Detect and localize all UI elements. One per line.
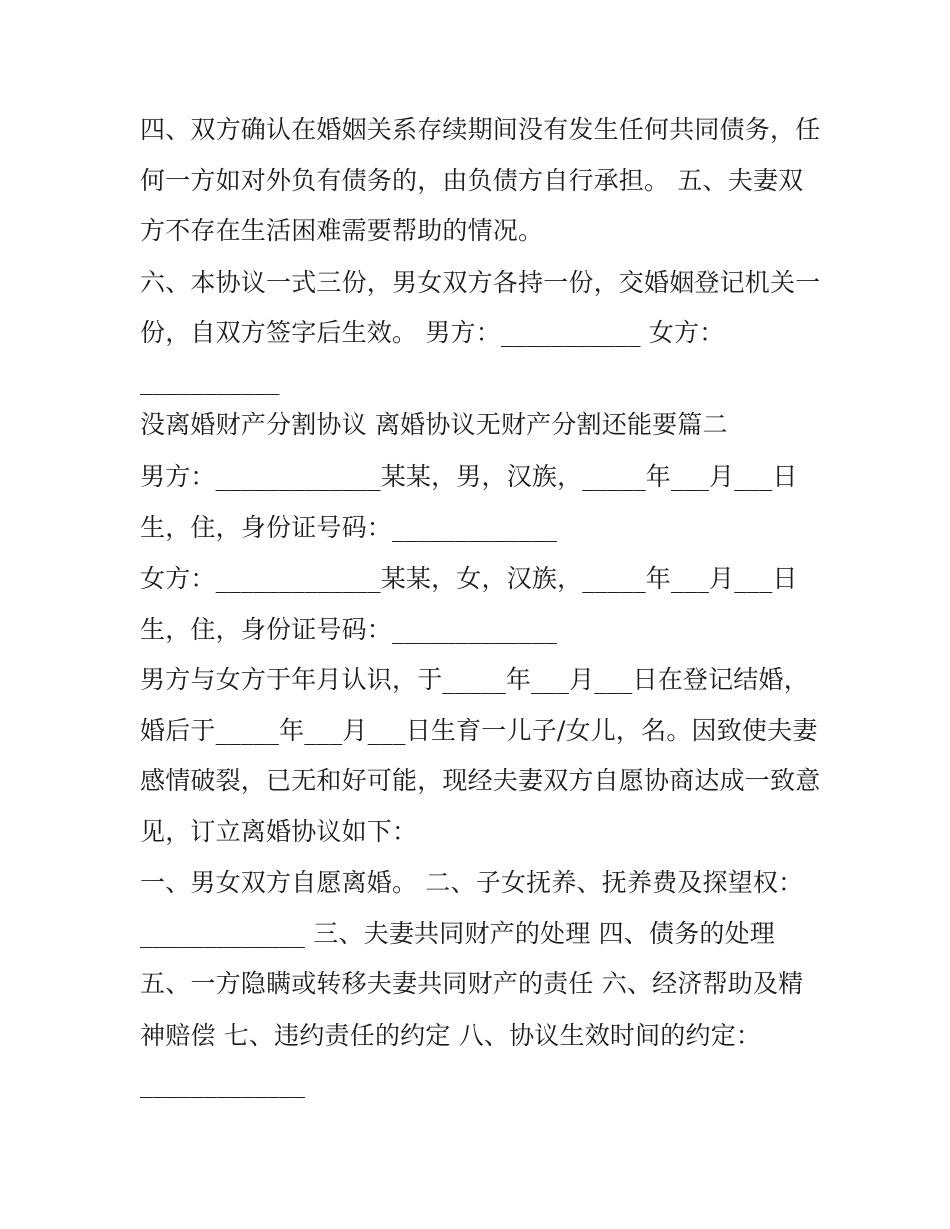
text-line: 生，住，身份证号码：_____________ xyxy=(140,513,558,542)
signature-blank: ___________ xyxy=(140,366,280,395)
text-line: _____________ 三、夫妻共同财产的处理 四、债务的处理 xyxy=(140,919,775,948)
text-line: 何一方如对外负有债务的，由负债方自行承担。 五、夫妻双 xyxy=(140,166,804,195)
text-line: 男方：_____________某某，男，汉族，_____年___月___日 xyxy=(140,462,798,491)
text-line: 六、本协议一式三份，男女双方各持一份，交婚姻登记机关一 xyxy=(140,268,821,297)
text-line: 生，住，身份证号码：_____________ xyxy=(140,615,558,644)
text-line: 感情破裂，已无和好可能，现经夫妻双方自愿协商达成一致意 xyxy=(140,766,821,795)
signature-blank: _____________ xyxy=(140,1069,306,1098)
text-line: 一、男女双方自愿离婚。 二、子女抚养、抚养费及探望权： xyxy=(140,868,804,897)
text-line: 四、双方确认在婚姻关系存续期间没有发生任何共同债务，任 xyxy=(140,115,821,144)
text-line: 方不存在生活困难需要帮助的情况。 xyxy=(140,216,544,245)
text-line: 五、一方隐瞒或转移夫妻共同财产的责任 六、经济帮助及精 xyxy=(140,969,804,998)
text-line: 婚后于_____年___月___日生育一儿子/女儿，名。因致使夫妻 xyxy=(140,716,818,745)
text-line: 神赔偿 七、违约责任的约定 八、协议生效时间的约定： xyxy=(140,1021,762,1050)
text-line: 男方与女方于年月认识，于_____年___月___日在登记结婚， xyxy=(140,665,809,694)
text-line: 女方：_____________某某，女，汉族，_____年___月___日 xyxy=(140,564,798,593)
text-line: 见，订立离婚协议如下： xyxy=(140,817,418,846)
section-heading: 没离婚财产分割协议 离婚协议无财产分割还能要篇二 xyxy=(140,410,728,439)
text-line: 份，自双方签字后生效。 男方：___________ 女方： xyxy=(140,318,725,347)
